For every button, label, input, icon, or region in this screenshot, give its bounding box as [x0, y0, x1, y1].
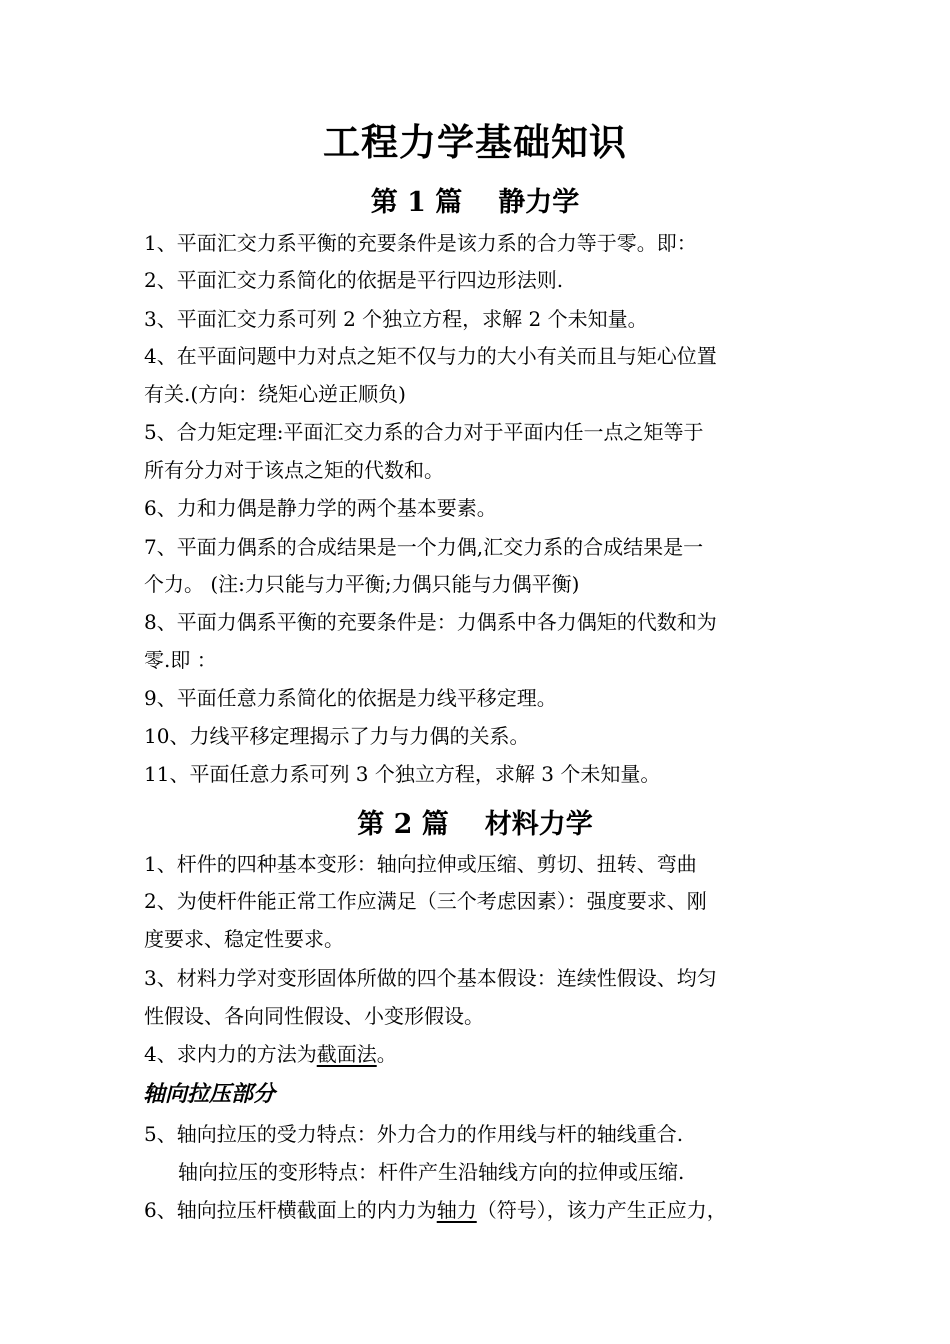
- text-segment: （符号），该力产生正应力，: [476, 1198, 727, 1222]
- text-line: 3、平面汇交力系可列 2 个独立方程，求解 2 个未知量。: [144, 307, 648, 331]
- text-line: 6、力和力偶是静力学的两个基本要素。: [144, 496, 497, 520]
- text-line: 1、平面汇交力系平衡的充要条件是该力系的合力等于零。即：: [144, 231, 697, 255]
- section-number: 第 2 篇: [357, 809, 449, 840]
- section-heading-statics: [0, 180, 950, 219]
- text-line: 1、杆件的四种基本变形：轴向拉伸或压缩、剪切、扭转、弯曲: [144, 852, 697, 876]
- section-number: 第 1 篇: [370, 187, 463, 218]
- underlined-term: 截面法: [316, 1042, 377, 1066]
- subsection-heading-axial: 轴向拉压部分: [143, 1081, 276, 1107]
- text-line: 2、为使杆件能正常工作应满足（三个考虑因素）：强度要求、刚: [144, 889, 707, 913]
- text-segment: 6、轴向拉压杆横截面上的内力为: [144, 1198, 437, 1222]
- text-line: 度要求、稳定性要求。: [144, 927, 344, 951]
- text-line-axial-force: [144, 1198, 794, 1222]
- text-line: 11、平面任意力系可列 3 个独立方程，求解 3 个未知量。: [144, 762, 661, 786]
- section-name: 静力学: [498, 187, 580, 218]
- section-heading-mechanics-of-materials: [0, 802, 950, 841]
- text-line: 5、轴向拉压的受力特点：外力合力的作用线与杆的轴线重合.: [144, 1122, 684, 1146]
- text-line: 7、平面力偶系的合成结果是一个力偶,汇交力系的合成结果是一: [144, 535, 704, 559]
- text-line: 有关.(方向：绕矩心逆正顺负): [144, 382, 406, 406]
- text-line-indented: 轴向拉压的变形特点：杆件产生沿轴线方向的拉伸或压缩.: [178, 1160, 685, 1184]
- text-line: 个力。 (注:力只能与力平衡;力偶只能与力偶平衡): [144, 572, 580, 596]
- text-line: 10、力线平移定理揭示了力与力偶的关系。: [144, 724, 530, 748]
- text-line: 2、平面汇交力系简化的依据是平行四边形法则.: [144, 268, 564, 292]
- text-line: 性假设、各向同性假设、小变形假设。: [144, 1004, 484, 1028]
- text-line: 所有分力对于该点之矩的代数和。: [144, 458, 444, 482]
- text-line: 9、平面任意力系简化的依据是力线平移定理。: [144, 686, 557, 710]
- text-line: 4、在平面问题中力对点之矩不仅与力的大小有关而且与矩心位置: [144, 344, 717, 368]
- text-line-section-method: [144, 1042, 794, 1066]
- underlined-term: 轴力: [436, 1198, 477, 1222]
- text-line: 零.即 ：: [144, 648, 217, 672]
- text-line: 5、合力矩定理:平面汇交力系的合力对于平面内任一点之矩等于: [144, 420, 704, 444]
- text-segment: 4、求内力的方法为: [144, 1042, 317, 1066]
- section-name: 材料力学: [484, 809, 593, 840]
- text-segment: 。: [376, 1042, 397, 1066]
- text-line: 8、平面力偶系平衡的充要条件是：力偶系中各力偶矩的代数和为: [144, 610, 717, 634]
- document-title: 工程力学基础知识: [323, 120, 627, 164]
- text-line: 3、材料力学对变形固体所做的四个基本假设：连续性假设、均匀: [144, 966, 717, 990]
